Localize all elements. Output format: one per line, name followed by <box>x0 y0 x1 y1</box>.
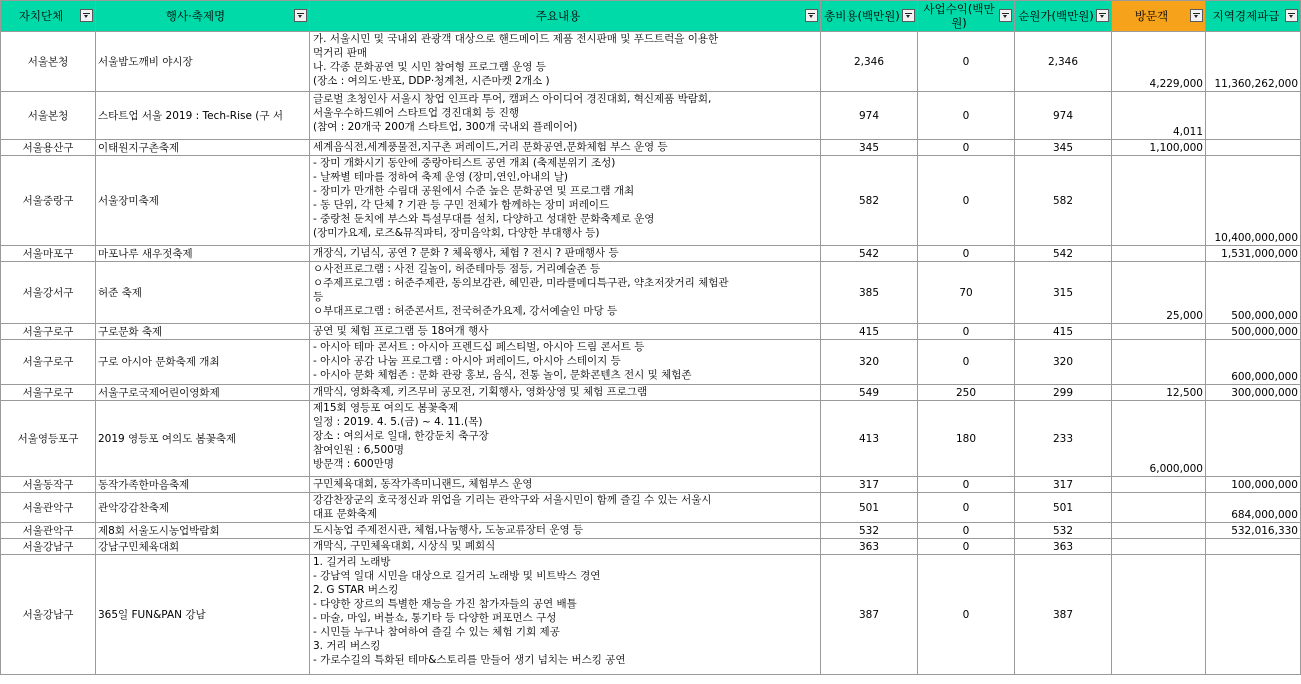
cell-total-cost[interactable]: 501 <box>821 493 918 523</box>
cell-visitors[interactable]: 12,500 <box>1112 385 1206 401</box>
cell-content[interactable] <box>310 401 821 477</box>
cell-org[interactable]: 서울용산구 <box>1 140 96 156</box>
table-row <box>1 539 1301 555</box>
cell-net-cost[interactable]: 582 <box>1015 156 1112 246</box>
cell-total-cost[interactable]: 415 <box>821 324 918 340</box>
cell-total-cost[interactable]: 582 <box>821 156 918 246</box>
cell-visitors[interactable]: 6,000,000 <box>1112 401 1206 477</box>
header-revenue <box>918 1 1015 32</box>
cell-total-cost[interactable]: 549 <box>821 385 918 401</box>
content-line: - 장미가 만개한 수림대 공원에서 수준 높은 문화공연 및 프로그램 개최 <box>313 185 635 197</box>
content-line: - 시민들 누구나 참여하여 즐길 수 있는 체험 기회 제공 <box>313 626 560 638</box>
filter-dropdown-icon[interactable] <box>1096 9 1109 22</box>
cell-total-cost[interactable]: 542 <box>821 246 918 262</box>
cell-impact[interactable]: 684,000,000 <box>1206 493 1301 523</box>
cell-total-cost[interactable]: 385 <box>821 262 918 324</box>
header-org <box>1 1 96 32</box>
cell-content[interactable] <box>310 523 821 539</box>
cell-net-cost[interactable]: 974 <box>1015 92 1112 140</box>
cell-event[interactable]: 이태원지구촌축제 <box>96 140 310 156</box>
cell-content[interactable] <box>310 156 821 246</box>
cell-revenue[interactable]: 0 <box>918 246 1015 262</box>
content-line: - 강남역 일대 시민을 대상으로 길거리 노래방 및 비트박스 경연 <box>313 570 601 582</box>
cell-revenue[interactable]: 0 <box>918 340 1015 385</box>
content-line: - 마술, 마임, 버블쇼, 통기타 등 다양한 퍼포먼스 구성 <box>313 612 557 624</box>
cell-event[interactable]: 서울구로국제어린이영화제 <box>96 385 310 401</box>
header-event <box>96 1 310 32</box>
cell-event[interactable]: 스타트업 서울 2019 : Tech-Rise (구 서 <box>96 92 310 140</box>
cell-content[interactable] <box>310 340 821 385</box>
cell-impact[interactable] <box>1206 401 1301 477</box>
content-line: 구민체육대회, 동작가족미니랜드, 체험부스 운영 <box>313 478 533 490</box>
content-line: 글로벌 초청인사 서울시 창업 인프라 투어, 캠퍼스 아이디어 경진대회, 혁신제품 박람회, <box>313 93 712 105</box>
cell-content[interactable] <box>310 477 821 493</box>
content-line: 도시농업 주제전시관, 체험,나눔행사, 도농교류장터 운영 등 <box>313 524 584 536</box>
content-line: 2. G STAR 버스킹 <box>313 584 399 596</box>
content-line: 나. 각종 문화공연 및 시민 참여형 프로그램 운영 등 <box>313 61 546 73</box>
cell-event[interactable]: 강남구민체육대회 <box>96 539 310 555</box>
cell-event[interactable]: 제8회 서울도시농업박람회 <box>96 523 310 539</box>
cell-impact[interactable] <box>1206 140 1301 156</box>
cell-revenue[interactable]: 180 <box>918 401 1015 477</box>
cell-org[interactable]: 서울구로구 <box>1 324 96 340</box>
cell-event[interactable]: 동작가족한마음축제 <box>96 477 310 493</box>
content-line: ㅇ주제프로그램 : 허준주제관, 동의보감관, 혜민관, 미라클메디특구관, 약초저잣거리 체험관 <box>313 277 729 289</box>
cell-content[interactable] <box>310 539 821 555</box>
table-row <box>1 523 1301 539</box>
cell-impact[interactable]: 100,000,000 <box>1206 477 1301 493</box>
cell-net-cost[interactable]: 299 <box>1015 385 1112 401</box>
cell-visitors[interactable] <box>1112 156 1206 246</box>
filter-dropdown-icon[interactable] <box>1190 9 1203 22</box>
content-line: (장미가요제, 로즈&뮤직파티, 장미음악회, 다양한 부대행사 등) <box>313 227 600 239</box>
content-line: 방문객 : 600만명 <box>313 458 394 470</box>
header-row <box>1 1 1301 32</box>
cell-org[interactable]: 서울중랑구 <box>1 156 96 246</box>
content-line: 일정 : 2019. 4. 5.(금) ~ 4. 11.(목) <box>313 416 483 428</box>
content-line: 먹거리 판매 <box>313 47 368 59</box>
cell-event[interactable]: 관악강감찬축제 <box>96 493 310 523</box>
header-revenue-label: 사업수익(백만원) <box>923 2 995 30</box>
cell-org[interactable]: 서울동작구 <box>1 477 96 493</box>
cell-content[interactable] <box>310 493 821 523</box>
table-row <box>1 340 1301 385</box>
cell-net-cost[interactable]: 345 <box>1015 140 1112 156</box>
content-line: 참여인원 : 6,500명 <box>313 444 404 456</box>
cell-impact[interactable]: 300,000,000 <box>1206 385 1301 401</box>
content-line: 3. 거리 버스킹 <box>313 640 381 652</box>
cell-visitors[interactable] <box>1112 340 1206 385</box>
cell-impact[interactable]: 11,360,262,000 <box>1206 32 1301 92</box>
content-line: - 가로수길의 특화된 테마&스토리를 만들어 생기 넘치는 버스킹 공연 <box>313 654 626 666</box>
cell-org[interactable]: 서울영등포구 <box>1 401 96 477</box>
cell-event[interactable]: 마포나루 새우젓축제 <box>96 246 310 262</box>
cell-revenue[interactable]: 0 <box>918 539 1015 555</box>
cell-net-cost[interactable]: 501 <box>1015 493 1112 523</box>
cell-total-cost[interactable]: 532 <box>821 523 918 539</box>
cell-revenue[interactable]: 250 <box>918 385 1015 401</box>
cell-revenue[interactable]: 0 <box>918 555 1015 675</box>
table-row <box>1 324 1301 340</box>
content-line: 강감찬장군의 호국정신과 위업을 기리는 관악구와 서울시민이 함께 즐길 수 있는 서울시 <box>313 494 712 506</box>
cell-visitors[interactable]: 1,100,000 <box>1112 140 1206 156</box>
header-content <box>310 1 821 32</box>
table-row <box>1 246 1301 262</box>
cell-impact[interactable]: 10,400,000,000 <box>1206 156 1301 246</box>
cell-net-cost[interactable]: 2,346 <box>1015 32 1112 92</box>
cell-total-cost[interactable]: 387 <box>821 555 918 675</box>
cell-revenue[interactable]: 0 <box>918 140 1015 156</box>
content-line: 등 <box>313 291 324 303</box>
cell-visitors[interactable] <box>1112 324 1206 340</box>
cell-revenue[interactable]: 0 <box>918 156 1015 246</box>
content-line: 세계음식전,세계풍물전,지구촌 퍼레이드,거리 문화공연,문화체험 부스 운영 등 <box>313 141 668 153</box>
header-total-label: 총비용(백만원) <box>824 9 900 23</box>
cell-content[interactable] <box>310 324 821 340</box>
cell-visitors[interactable] <box>1112 477 1206 493</box>
content-line: - 중랑천 둔치에 부스와 특설무대를 설치, 다양하고 성대한 문화축제로 운영 <box>313 213 655 225</box>
cell-net-cost[interactable]: 363 <box>1015 539 1112 555</box>
content-line: - 동 단위, 각 단체 ? 기관 등 구민 전체가 함께하는 장미 퍼레이드 <box>313 199 610 211</box>
cell-net-cost[interactable]: 415 <box>1015 324 1112 340</box>
cell-visitors[interactable] <box>1112 539 1206 555</box>
filter-dropdown-icon[interactable] <box>902 9 915 22</box>
cell-org[interactable]: 서울마포구 <box>1 246 96 262</box>
content-line: 개막식, 구민체육대회, 시상식 및 폐회식 <box>313 540 496 552</box>
cell-total-cost[interactable]: 413 <box>821 401 918 477</box>
content-line: 개막식, 영화축제, 키즈무비 공모전, 기획행사, 영화상영 및 체험 프로그램 <box>313 386 648 398</box>
header-net <box>1015 1 1112 32</box>
table-row <box>1 156 1301 246</box>
cell-impact[interactable]: 500,000,000 <box>1206 324 1301 340</box>
content-line: ㅇ사전프로그램 : 사전 길놀이, 허준테마등 점등, 거리예술존 등 <box>313 263 601 275</box>
cell-content[interactable] <box>310 32 821 92</box>
content-line: 공연 및 체험 프로그램 등 18여개 행사 <box>313 325 489 337</box>
cell-visitors[interactable] <box>1112 555 1206 675</box>
content-line: 가. 서울시민 및 국내외 관광객 대상으로 핸드메이드 제품 전시판매 및 푸드트럭을 이용한 <box>313 33 719 45</box>
header-impact <box>1206 1 1301 32</box>
content-line: 대표 문화축제 <box>313 508 378 520</box>
cell-visitors[interactable]: 25,000 <box>1112 262 1206 324</box>
content-line: (장소 : 여의도·반포, DDP·청계천, 시즌마켓 2개소 ) <box>313 75 550 87</box>
cell-content[interactable] <box>310 385 821 401</box>
cell-total-cost[interactable]: 2,346 <box>821 32 918 92</box>
content-line: 개장식, 기념식, 공연 ? 문화 ? 체육행사, 체험 ? 전시 ? 판매행사 등 <box>313 247 619 259</box>
cell-impact[interactable] <box>1206 555 1301 675</box>
table-row <box>1 401 1301 477</box>
cell-org[interactable]: 서울강남구 <box>1 555 96 675</box>
header-visitors-label: 방문객 <box>1134 9 1169 23</box>
cell-content[interactable] <box>310 555 821 675</box>
cell-event[interactable]: 구로 아시아 문화축제 개최 <box>96 340 310 385</box>
cell-org[interactable]: 서울구로구 <box>1 385 96 401</box>
cell-impact[interactable] <box>1206 539 1301 555</box>
filter-dropdown-icon[interactable] <box>294 9 307 22</box>
cell-revenue[interactable]: 0 <box>918 324 1015 340</box>
cell-revenue[interactable]: 0 <box>918 32 1015 92</box>
table-row <box>1 385 1301 401</box>
cell-total-cost[interactable]: 345 <box>821 140 918 156</box>
cell-org[interactable]: 서울본청 <box>1 92 96 140</box>
cell-org[interactable]: 서울구로구 <box>1 340 96 385</box>
cell-net-cost[interactable]: 315 <box>1015 262 1112 324</box>
cell-visitors[interactable] <box>1112 523 1206 539</box>
cell-net-cost[interactable]: 320 <box>1015 340 1112 385</box>
header-org-label: 자치단체 <box>18 9 64 23</box>
cell-content[interactable] <box>310 246 821 262</box>
cell-event[interactable]: 허준 축제 <box>96 262 310 324</box>
cell-org[interactable]: 서울본청 <box>1 32 96 92</box>
content-line: - 아시아 공감 나눔 프로그램 : 아시아 퍼레이드, 아시아 스테이지 등 <box>313 355 621 367</box>
cell-event[interactable]: 구로문화 축제 <box>96 324 310 340</box>
cell-visitors[interactable] <box>1112 246 1206 262</box>
cell-impact[interactable]: 532,016,330 <box>1206 523 1301 539</box>
cell-revenue[interactable]: 0 <box>918 477 1015 493</box>
table-row <box>1 262 1301 324</box>
header-event-label: 행사·축제명 <box>165 9 226 23</box>
content-line: - 장미 개화시기 동안에 중랑아티스트 공연 개최 (축제분위기 조성) <box>313 157 616 169</box>
table-row <box>1 477 1301 493</box>
cell-content[interactable] <box>310 140 821 156</box>
cell-org[interactable]: 서울강남구 <box>1 539 96 555</box>
cell-impact[interactable]: 500,000,000 <box>1206 262 1301 324</box>
content-line: (참여 : 20개국 200개 스타트업, 300개 국내외 플레이어) <box>313 121 578 133</box>
content-line: 서울우수하드웨어 스타트업 경진대회 등 진행 <box>313 107 520 119</box>
table-row <box>1 32 1301 92</box>
table-row <box>1 555 1301 675</box>
cell-visitors[interactable] <box>1112 493 1206 523</box>
cell-impact[interactable]: 1,531,000,000 <box>1206 246 1301 262</box>
content-line: ㅇ부대프로그램 : 허준콘서트, 전국허준가요제, 강서예술인 마당 등 <box>313 305 618 317</box>
cell-total-cost[interactable]: 317 <box>821 477 918 493</box>
cell-net-cost[interactable]: 532 <box>1015 523 1112 539</box>
cell-revenue[interactable]: 0 <box>918 493 1015 523</box>
content-line: - 날짜별 테마를 정하여 축제 운영 (장미,연인,아내의 날) <box>313 171 569 183</box>
cell-event[interactable]: 365일 FUN&PAN 강남 <box>96 555 310 675</box>
header-total <box>821 1 918 32</box>
cell-event[interactable]: 서울밤도깨비 야시장 <box>96 32 310 92</box>
cell-net-cost[interactable]: 542 <box>1015 246 1112 262</box>
cell-event[interactable]: 2019 영등포 여의도 봄꽃축제 <box>96 401 310 477</box>
cell-net-cost[interactable]: 387 <box>1015 555 1112 675</box>
cell-impact[interactable] <box>1206 92 1301 140</box>
cell-visitors[interactable]: 4,229,000 <box>1112 32 1206 92</box>
cell-revenue[interactable]: 70 <box>918 262 1015 324</box>
content-line: 제15회 영등포 여의도 봄꽃축제 <box>313 402 459 414</box>
content-line: - 아시아 테마 콘서트 : 아시아 프렌드십 페스티벌, 아시아 드림 콘서트 등 <box>313 341 645 353</box>
cell-content[interactable] <box>310 262 821 324</box>
cell-event[interactable]: 서울장미축제 <box>96 156 310 246</box>
table-row <box>1 493 1301 523</box>
header-impact-label: 지역경제파급 <box>1212 9 1280 23</box>
header-visitors <box>1112 1 1206 32</box>
cell-revenue[interactable]: 0 <box>918 92 1015 140</box>
filter-dropdown-icon[interactable] <box>805 9 818 22</box>
filter-dropdown-icon[interactable] <box>999 9 1012 22</box>
cell-org[interactable]: 서울관악구 <box>1 523 96 539</box>
content-line: 1. 길거리 노래방 <box>313 556 391 568</box>
table-row <box>1 92 1301 140</box>
content-line: - 다양한 장르의 특별한 재능을 가진 참가자들의 공연 배틀 <box>313 598 577 610</box>
filter-dropdown-icon[interactable] <box>80 9 93 22</box>
cell-total-cost[interactable]: 363 <box>821 539 918 555</box>
cell-net-cost[interactable]: 317 <box>1015 477 1112 493</box>
content-line: 장소 : 여의서로 일대, 한강둔치 축구장 <box>313 430 489 442</box>
cell-total-cost[interactable]: 320 <box>821 340 918 385</box>
cell-content[interactable] <box>310 92 821 140</box>
table-body <box>1 32 1301 675</box>
cell-total-cost[interactable]: 974 <box>821 92 918 140</box>
cell-revenue[interactable]: 0 <box>918 523 1015 539</box>
cell-net-cost[interactable]: 233 <box>1015 401 1112 477</box>
filter-dropdown-icon[interactable] <box>1285 9 1298 22</box>
cell-org[interactable]: 서울관악구 <box>1 493 96 523</box>
cell-org[interactable]: 서울강서구 <box>1 262 96 324</box>
cell-impact[interactable]: 600,000,000 <box>1206 340 1301 385</box>
table-row <box>1 140 1301 156</box>
header-content-label: 주요내용 <box>535 9 581 23</box>
cell-visitors[interactable]: 4,011 <box>1112 92 1206 140</box>
content-line: - 아시아 문화 체험존 : 문화 관광 홍보, 음식, 전통 놀이, 문화콘텐츠 전시 및 체험존 <box>313 369 692 381</box>
header-net-label: 순원가(백만원) <box>1018 9 1094 23</box>
